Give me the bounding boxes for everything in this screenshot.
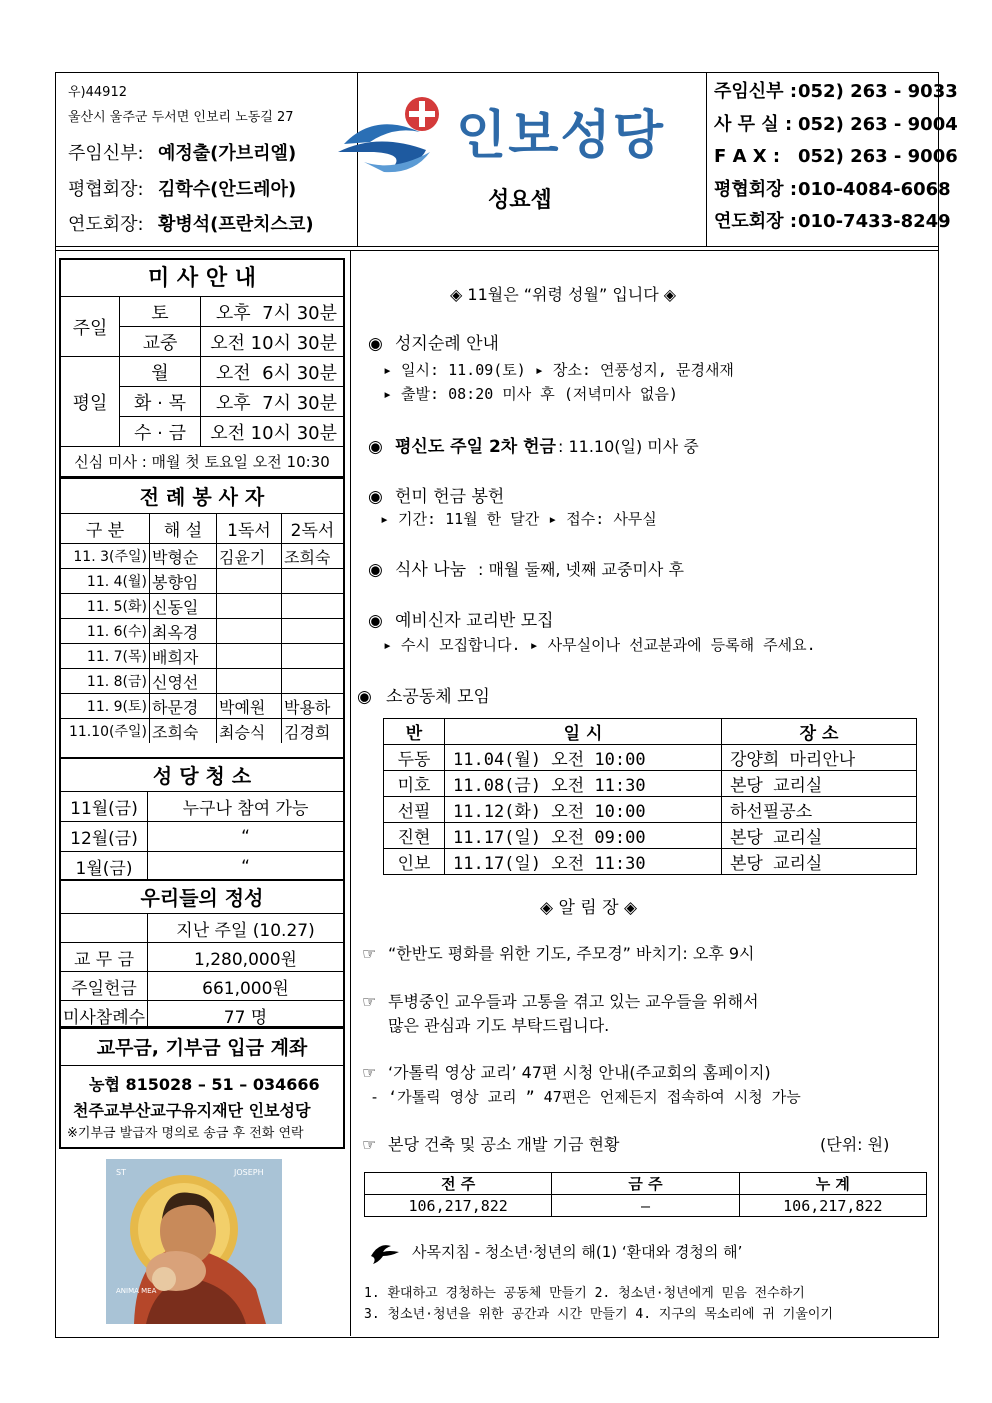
notice-2-line2: 많은 관심과 기도 부탁드립니다. bbox=[388, 1016, 610, 1035]
servers-header-cell: 구 분 bbox=[61, 514, 150, 544]
mass-time: 오후 7시 30분 bbox=[201, 297, 344, 327]
group-datetime: 11.08(금) 오전 11:30 bbox=[445, 771, 722, 797]
mass-time: 오전 6시 30분 bbox=[201, 357, 344, 387]
offering-table bbox=[61, 914, 343, 1029]
group-place: 하선필공소 bbox=[722, 797, 917, 823]
account-title: 교무금, 기부금 입금 계좌 bbox=[61, 1029, 343, 1066]
servers-name bbox=[217, 644, 282, 669]
offering-label: 교 무 금 bbox=[61, 943, 148, 972]
group-name: 진현 bbox=[384, 823, 445, 849]
account-holder: 천주교부산교구유지재단 인보성당 bbox=[73, 1101, 311, 1120]
table-row bbox=[61, 943, 343, 972]
groups-header-row bbox=[384, 719, 917, 745]
pointing-hand-icon: ☞ bbox=[362, 992, 377, 1011]
servers-name bbox=[282, 594, 344, 619]
fund-header-cell: 금 주 bbox=[552, 1173, 739, 1195]
contact-value: 010-4084-6068 bbox=[798, 179, 951, 200]
mass-day: 교중 bbox=[120, 327, 201, 357]
council-label: 평협회장: bbox=[68, 179, 144, 200]
servers-name bbox=[217, 619, 282, 644]
group-name: 선필 bbox=[384, 797, 445, 823]
offering-box bbox=[59, 879, 345, 1028]
bullet-circle-icon: ◉ bbox=[368, 487, 383, 507]
season: 성요셉 bbox=[488, 188, 552, 213]
notice-4-unit: (단위: 원) bbox=[820, 1135, 890, 1154]
servers-name bbox=[217, 669, 282, 694]
cleaning-who: 누구나 참여 가능 bbox=[148, 792, 344, 822]
laity-rest: : 11.10(일) 미사 중 bbox=[558, 437, 699, 456]
mass-schedule-box bbox=[59, 258, 345, 478]
offering-label: 주일헌금 bbox=[61, 972, 148, 1001]
group-name: 인보 bbox=[384, 849, 445, 875]
prayer-name: 황병석(프란치스코) bbox=[158, 214, 314, 235]
cleaning-who: “ bbox=[148, 852, 344, 882]
meal-rest: : 매월 둘째, 넷째 교중미사 후 bbox=[478, 560, 684, 579]
servers-name: 배희자 bbox=[150, 644, 217, 669]
table-row bbox=[61, 569, 343, 594]
table-row bbox=[61, 719, 343, 744]
bullet-circle-icon: ◉ bbox=[368, 437, 383, 457]
mass-sunday-label: 주일 bbox=[61, 297, 120, 357]
servers-name bbox=[282, 619, 344, 644]
servers-date: 11.10(주일) bbox=[61, 719, 150, 744]
table-row bbox=[61, 644, 343, 669]
group-datetime: 11.17(일) 오전 09:00 bbox=[445, 823, 722, 849]
servers-name bbox=[282, 569, 344, 594]
servers-name: 최승식 bbox=[217, 719, 282, 744]
servers-name bbox=[282, 669, 344, 694]
table-row bbox=[384, 797, 917, 823]
group-datetime: 11.04(월) 오전 10:00 bbox=[445, 745, 722, 771]
servers-date: 11. 6(수) bbox=[61, 619, 150, 644]
table-row bbox=[61, 694, 343, 719]
notice-3: ‘가톨릭 영상 교리’ 47편 시청 안내(주교회의 홈페이지) bbox=[388, 1063, 771, 1082]
offering-value: 1,280,000원 bbox=[148, 943, 344, 972]
mass-day: 월 bbox=[120, 357, 201, 387]
cleaning-month: 1월(금) bbox=[61, 852, 148, 882]
servers-date: 11. 9(토) bbox=[61, 694, 150, 719]
fund-header-cell: 누 계 bbox=[739, 1173, 926, 1195]
fund-header-cell: 전 주 bbox=[365, 1173, 552, 1195]
notice-4: 본당 건축 및 공소 개발 기금 현황 bbox=[388, 1135, 620, 1154]
servers-table bbox=[61, 514, 343, 743]
st-joseph-icon-image bbox=[106, 1159, 282, 1324]
pastoral-line1: 1. 환대하고 경청하는 공동체 만들기 2. 청소년·청년에게 믿음 전수하기 bbox=[364, 1286, 805, 1301]
notice-3-line2: - ‘가톨릭 영상 교리 ” 47편은 언제든지 접속하여 시청 가능 bbox=[370, 1088, 801, 1106]
offering-month-line1: ▸ 기간: 11월 한 달간 ▸ 접수: 사무실 bbox=[380, 510, 657, 528]
servers-header-row bbox=[61, 514, 343, 544]
table-row bbox=[384, 823, 917, 849]
pastoral-line2: 3. 청소년·청년을 위한 공간과 시간 만들기 4. 지구의 목소리에 귀 기울이기 bbox=[364, 1307, 834, 1322]
cleaning-title: 성 당 청 소 bbox=[61, 759, 343, 792]
fund-values-row bbox=[365, 1195, 927, 1217]
groups-header-cell: 장 소 bbox=[722, 719, 917, 745]
contact-label: 연도회장 : bbox=[714, 211, 798, 232]
servers-name: 하문경 bbox=[150, 694, 217, 719]
icon-label-anima: ANIMA MEA bbox=[116, 1287, 157, 1295]
header-bottom-rule bbox=[55, 246, 939, 247]
header-bottom-rule-2 bbox=[55, 250, 939, 251]
catechumen-title: 예비신자 교리반 모집 bbox=[395, 611, 554, 631]
council-name: 김학수(안드레아) bbox=[158, 179, 297, 200]
bullet-circle-icon: ◉ bbox=[357, 687, 372, 707]
offering-value: 661,000원 bbox=[148, 972, 344, 1001]
table-row bbox=[61, 852, 343, 882]
pointing-hand-icon: ☞ bbox=[362, 944, 377, 963]
account-box bbox=[59, 1027, 345, 1149]
servers-date: 11. 5(화) bbox=[61, 594, 150, 619]
church-logo-icon bbox=[334, 92, 454, 174]
table-row bbox=[61, 822, 343, 852]
fund-table bbox=[364, 1172, 927, 1217]
group-name: 미호 bbox=[384, 771, 445, 797]
address: 울산시 울주군 두서면 인보리 노동길 27 bbox=[68, 110, 294, 125]
group-place: 강양희 마리안나 bbox=[722, 745, 917, 771]
notice-title: ◈ 알 림 장 ◈ bbox=[540, 898, 638, 918]
laity-title: 평신도 주일 2차 헌금 bbox=[395, 437, 556, 457]
notice-2: 투병중인 교우들과 고통을 겪고 있는 교우들을 위해서 bbox=[388, 992, 759, 1011]
catechumen-line1: ▸ 수시 모집합니다. ▸ 사무실이나 선교분과에 등록해 주세요. bbox=[383, 636, 816, 654]
pilgrimage-title: 성지순례 안내 bbox=[395, 334, 499, 354]
icon-label-st: ST bbox=[116, 1168, 126, 1177]
servers-box bbox=[59, 477, 345, 759]
contact-label: 사 무 실 : bbox=[714, 114, 793, 135]
servers-title: 전 례 봉 사 자 bbox=[61, 479, 343, 514]
group-place: 본당 교리실 bbox=[722, 771, 917, 797]
account-number: 농협 815028 – 51 – 034666 bbox=[89, 1075, 320, 1094]
groups-table bbox=[383, 718, 917, 875]
servers-name: 신영선 bbox=[150, 669, 217, 694]
pastor-name: 예정출(가브리엘) bbox=[158, 143, 297, 164]
table-row bbox=[61, 669, 343, 694]
group-place: 본당 교리실 bbox=[722, 823, 917, 849]
cleaning-month: 11월(금) bbox=[61, 792, 148, 822]
mass-time: 오전 10시 30분 bbox=[201, 327, 344, 357]
offering-title: 우리들의 정성 bbox=[61, 881, 343, 914]
header-right-divider bbox=[706, 72, 707, 247]
pilgrimage-line2: ▸ 출발: 08:20 미사 후 (저녁미사 없음) bbox=[383, 385, 678, 403]
pastoral-title: 사목지침 - 청소년·청년의 해(1) ‘환대와 경청의 해’ bbox=[412, 1243, 743, 1261]
servers-name: 최옥경 bbox=[150, 619, 217, 644]
table-row bbox=[61, 594, 343, 619]
table-row bbox=[61, 544, 343, 569]
pastor-label: 주임신부: bbox=[68, 143, 144, 164]
group-name: 두동 bbox=[384, 745, 445, 771]
offering-header: 지난 주일 (10.27) bbox=[148, 914, 344, 943]
pilgrimage-line1: ▸ 일시: 11.09(토) ▸ 장소: 연풍성지, 문경새재 bbox=[383, 361, 734, 379]
groups-header-cell: 반 bbox=[384, 719, 445, 745]
group-place: 본당 교리실 bbox=[722, 849, 917, 875]
mass-day: 화 · 목 bbox=[120, 387, 201, 417]
group-datetime: 11.12(화) 오전 10:00 bbox=[445, 797, 722, 823]
table-row bbox=[61, 792, 343, 822]
offering-value: 77 명 bbox=[148, 1001, 344, 1030]
offering-label: 미사참례수 bbox=[61, 1001, 148, 1030]
servers-name bbox=[282, 644, 344, 669]
fund-value: – bbox=[552, 1195, 739, 1217]
mass-weekday-label: 평일 bbox=[61, 357, 120, 447]
mass-time: 오전 10시 30분 bbox=[201, 417, 344, 447]
pointing-hand-icon: ☞ bbox=[362, 1135, 377, 1154]
prayer-label: 연도회장: bbox=[68, 214, 144, 235]
servers-date: 11. 8(금) bbox=[61, 669, 150, 694]
servers-date: 11. 3(주일) bbox=[61, 544, 150, 569]
servers-name: 박용하 bbox=[282, 694, 344, 719]
servers-date: 11. 7(목) bbox=[61, 644, 150, 669]
church-name: 인보성당 bbox=[456, 106, 665, 166]
contact-value: 052) 263 - 9006 bbox=[798, 146, 958, 167]
mass-time: 오후 7시 30분 bbox=[201, 387, 344, 417]
fund-value: 106,217,822 bbox=[365, 1195, 552, 1217]
cleaning-table bbox=[61, 792, 343, 881]
contact-label: 주임신부 : bbox=[714, 81, 798, 102]
icon-label-joseph: JOSEPH bbox=[234, 1168, 264, 1177]
servers-header-cell: 해 설 bbox=[150, 514, 217, 544]
cleaning-month: 12월(금) bbox=[61, 822, 148, 852]
servers-name: 박예원 bbox=[217, 694, 282, 719]
month-title: ◈ 11월은 “위령 성월” 입니다 ◈ bbox=[450, 285, 677, 304]
servers-name bbox=[217, 594, 282, 619]
contact-value: 052) 263 - 9033 bbox=[798, 81, 958, 102]
contact-label: 평협회장 : bbox=[714, 179, 798, 200]
fund-header-row bbox=[365, 1173, 927, 1195]
bullet-circle-icon: ◉ bbox=[368, 560, 383, 580]
servers-name: 조희숙 bbox=[282, 544, 344, 569]
servers-name: 김윤기 bbox=[217, 544, 282, 569]
mass-table bbox=[61, 297, 343, 476]
bullet-circle-icon: ◉ bbox=[368, 611, 383, 631]
postcode: 우)44912 bbox=[68, 85, 127, 100]
cleaning-who: “ bbox=[148, 822, 344, 852]
servers-date: 11. 4(월) bbox=[61, 569, 150, 594]
group-datetime: 11.17(일) 오전 11:30 bbox=[445, 849, 722, 875]
table-row bbox=[61, 619, 343, 644]
offering-month-title: 헌미 헌금 봉헌 bbox=[395, 487, 505, 507]
servers-name: 김경희 bbox=[282, 719, 344, 744]
servers-name bbox=[217, 569, 282, 594]
contact-value: 010-7433-8249 bbox=[798, 211, 951, 232]
servers-name: 박형순 bbox=[150, 544, 217, 569]
mass-day: 토 bbox=[120, 297, 201, 327]
bullet-circle-icon: ◉ bbox=[368, 334, 383, 354]
column-divider bbox=[350, 251, 351, 1336]
groups-header-cell: 일 시 bbox=[445, 719, 722, 745]
fund-value: 106,217,822 bbox=[739, 1195, 926, 1217]
table-row bbox=[61, 972, 343, 1001]
servers-header-cell: 1독서 bbox=[217, 514, 282, 544]
table-row bbox=[61, 1001, 343, 1030]
cleaning-box bbox=[59, 757, 345, 881]
table-row bbox=[384, 771, 917, 797]
table-row bbox=[384, 849, 917, 875]
mass-title: 미 사 안 내 bbox=[61, 260, 343, 297]
servers-name: 조희숙 bbox=[150, 719, 217, 744]
table-row bbox=[384, 745, 917, 771]
mass-day: 수 · 금 bbox=[120, 417, 201, 447]
pointing-hand-icon: ☞ bbox=[362, 1063, 377, 1082]
mass-note: 신심 미사 : 매월 첫 토요일 오전 10:30 bbox=[61, 447, 343, 477]
servers-header-cell: 2독서 bbox=[282, 514, 344, 544]
notice-1: “한반도 평화를 위한 기도, 주모경” 바치기: 오후 9시 bbox=[388, 944, 755, 963]
meal-title: 식사 나눔 bbox=[395, 560, 467, 580]
contact-label: F A X : bbox=[714, 146, 781, 167]
servers-name: 신동일 bbox=[150, 594, 217, 619]
dove-icon bbox=[369, 1238, 401, 1266]
account-note: ※기부금 발급자 명의로 송금 후 전화 연락 bbox=[67, 1126, 304, 1141]
groups-title: 소공동체 모임 bbox=[386, 687, 490, 707]
servers-name: 봉향임 bbox=[150, 569, 217, 594]
contact-value: 052) 263 - 9004 bbox=[798, 114, 958, 135]
